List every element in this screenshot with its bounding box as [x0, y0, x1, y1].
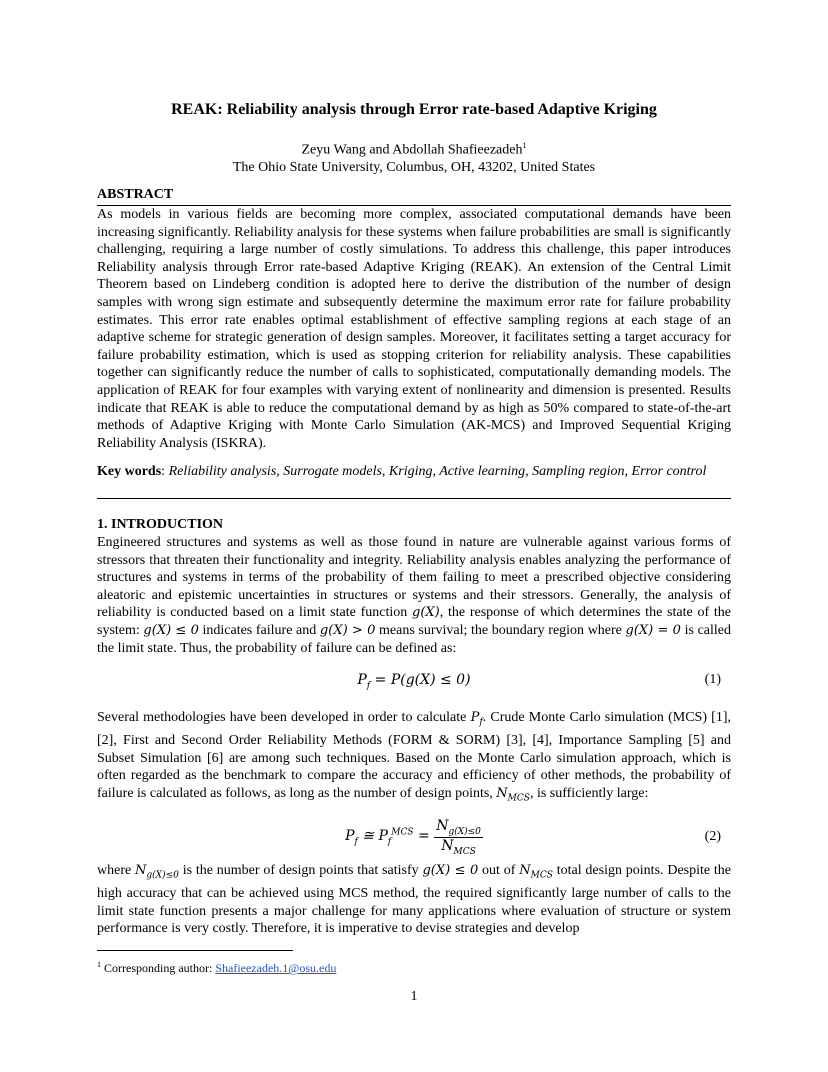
footnote-rule	[97, 950, 293, 951]
methods-paragraph: Several methodologies have been developed in order to calculate $P_f$. Crude Monte Carlo simulation (MCS) [1], [2], First and Second Order Reliability Methods (FORM & SORM) [3], [4], Importance Sampling [5] and Subset Simulation [6] are among such techniques. Based on the Monte Carlo simulation approach, which is often regarded as the benchmark to compare the accuracy and efficiency of other methods, the probability of failure is calculated as follows, as long as the number of design points, $N_{MCS}$, is sufficiently large:	[97, 710, 732, 804]
equation-1-body: $P_f = P(g(X) \le 0)$	[357, 672, 471, 691]
mcs-paragraph: where $N_{g(X)\le 0}$ is the number of design points that satisfy g(X) ≤ 0 out of $N_{MCS}$ total design points. Despite the high accuracy that can be achieved using MCS method, the required significantly large number of calls to the limit state function presents a major challenge for many applications where evaluation of structure or system performance is very costly. Therefore, it is imperative to devise strategies and develop	[97, 863, 732, 937]
keywords-label: Key words	[97, 464, 162, 479]
keywords-line: Key words: Reliability analysis, Surrogate models, Kriging, Active learning, Sampling region, Error control	[97, 464, 707, 479]
author-block	[0, 137, 828, 176]
abstract-body: As models in various fields are becoming more complex, associated computational demands have been increasing significantly. Reliability analysis for these systems when failure probabilities are small is significantly challenging, requiring a large number of costly simulations. To address this challenge, this paper introduces Reliability analysis through Error rate-based Adaptive Kriging (REAK). An extension of the Central Limit Theorem based on Lindeberg condition is adopted here to derive the distribution of the number of design samples with wrong sign estimate and subsequently determine the maximum error rate for failure probability estimates. This error rate enables optimal establishment of effective sampling regions at each stage of an adaptive scheme for strategic generation of design samples. Moreover, it facilitates setting a target accuracy for failure probability estimation, which is used as stopping criterion for reliability analysis. These capabilities together can significantly reduce the number of calls to sophisticated, computationally demanding models. The application of REAK for four examples with varying extent of nonlinearity and dimension is presented. Results indicate that REAK is able to reduce the computational demand by as high as 50% compared to state-of-the-art methods of Adaptive Kriging with Monte Carlo Simulation (AK-MCS) and Improved Sequential Kriging Reliability Analysis (ISKRA).	[97, 207, 731, 451]
math-survival-condition: g(X) > 0	[319, 622, 376, 638]
footnote-text: Corresponding author:	[101, 961, 216, 975]
math-limit-state: g(X) = 0	[625, 622, 681, 638]
equation-2-fraction: $\frac{N_{g(X)\le 0}}{N_{MCS}}$	[436, 818, 481, 857]
footnote-marker: 1	[522, 141, 527, 150]
math-failure-condition: g(X) ≤ 0	[143, 622, 199, 638]
keywords-text: Reliability analysis, Surrogate models, Kriging, Active learning, Sampling region, Error control	[168, 464, 707, 479]
paper-title: REAK: Reliability analysis through Error rate-based Adaptive Kriging	[171, 101, 657, 118]
author-names	[0, 137, 828, 159]
page-number: 1	[410, 989, 418, 1004]
equation-2-body: $P_f$ ≅ $P_f^{MCS}$ = $\frac{N_{g(X)\le 0}}{N_{MCS}}$	[345, 818, 481, 857]
math-g-of-x: g(X)	[412, 605, 440, 621]
equation-2-number: (2)	[704, 829, 721, 844]
footnote-mark: 1	[97, 960, 101, 969]
author-email-link[interactable]: Shafieezadeh.1@osu.edu	[215, 961, 337, 975]
affiliation: The Ohio State University, Columbus, OH, 43202, United States	[232, 159, 596, 175]
intro-paragraph: Engineered structures and systems as well as those found in nature are vulnerable against various forms of stressors that threaten their functionality and integrity. Reliability analysis enables analyzing the performance of structures and systems in terms of the probability of them failing to meet a prescribed objective considering aleatoric and epistemic uncertainties in structures or systems and their stressors. Generally, the analysis of reliability is conducted based on a limit state function g(X), the response of which determines the state of the system: g(X) ≤ 0 indicates failure and g(X) > 0 means survival; the boundary region where g(X) = 0 is called the limit state. Thus, the probability of failure can be defined as:	[97, 535, 732, 656]
equation-1-number: (1)	[704, 672, 721, 687]
keywords-bottom-rule	[97, 498, 731, 499]
intro-heading: 1. INTRODUCTION	[97, 517, 224, 532]
equation-1	[97, 672, 731, 694]
footnote	[97, 960, 336, 976]
equation-2	[97, 818, 731, 858]
authors-text: Zeyu Wang and Abdollah Shafieezadeh	[301, 142, 523, 158]
abstract-heading: ABSTRACT	[97, 187, 174, 202]
